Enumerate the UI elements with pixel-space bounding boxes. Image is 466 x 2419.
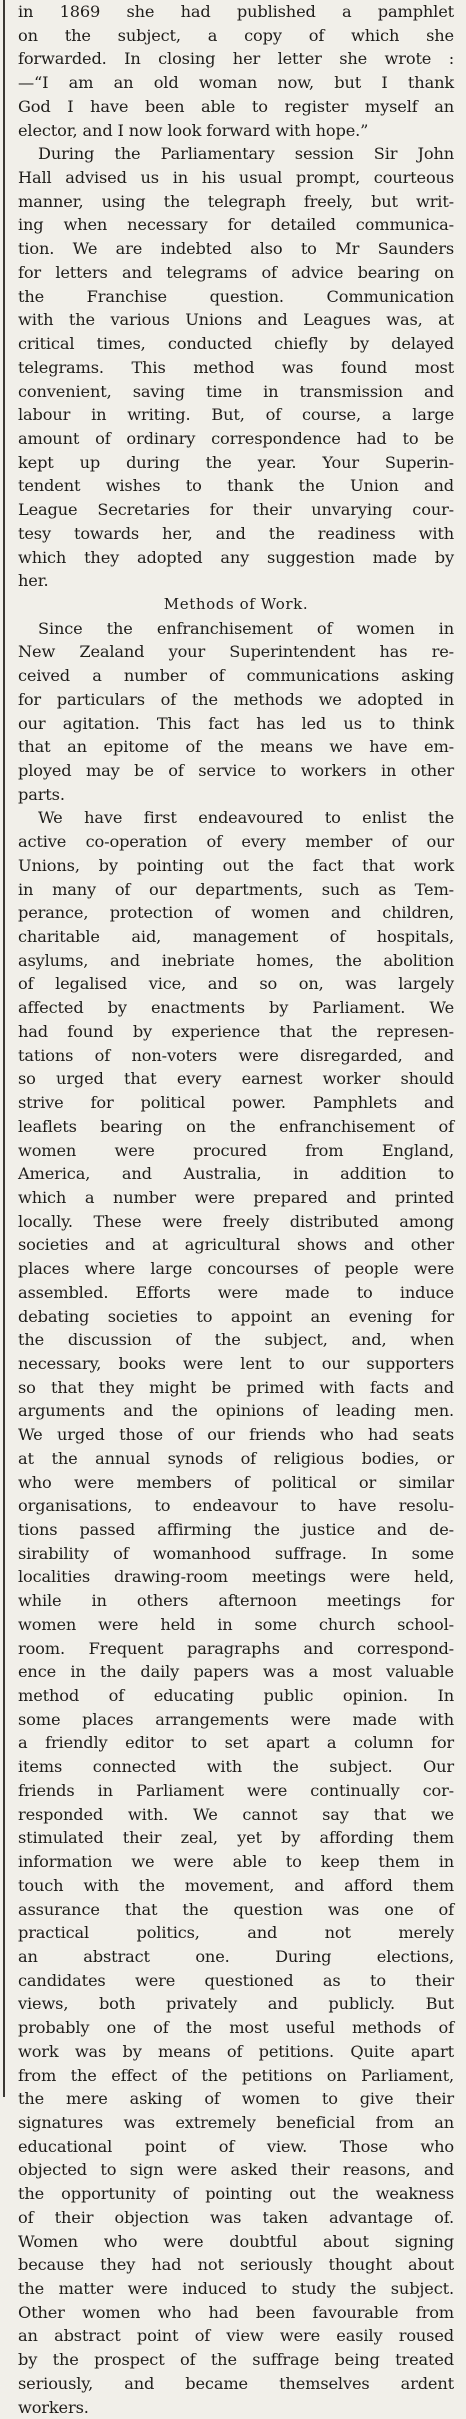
text-line: our agitation. This fact has led us to think — [18, 713, 454, 733]
text-line: God I have been able to register myself an — [18, 96, 454, 116]
text-line: candidates were questioned as to their — [18, 1970, 454, 1990]
article-column — [18, 0, 454, 2419]
text-line: the Franchise question. Communication — [18, 286, 454, 306]
text-line: critical times, conducted chiefly by delayed — [18, 334, 454, 354]
text-line: an abstract point of view were easily roused — [18, 2326, 454, 2346]
text-line: some places arrangements were made with — [18, 1709, 454, 1729]
text-line: for particulars of the methods we adopted in — [18, 689, 454, 709]
text-line: because they had not seriously thought about — [18, 2255, 454, 2275]
column-rule — [3, 0, 5, 2097]
text-line: We urged those of our friends who had seats — [18, 1425, 454, 1445]
text-line: information we were able to keep them in — [18, 1852, 454, 1872]
text-line: friends in Parliament were continually cor- — [18, 1780, 454, 1800]
text-line: of legalised vice, and so on, was largely — [18, 974, 454, 994]
text-line: parts. — [18, 784, 65, 804]
text-line: places where large concourses of people were — [18, 1259, 454, 1279]
text-line: room. Frequent paragraphs and correspond- — [18, 1638, 454, 1658]
text-line: ployed may be of service to workers in other — [18, 761, 454, 780]
text-line: women were held in some church school- — [18, 1614, 454, 1634]
paragraph-methods — [18, 806, 454, 2419]
text-line: labour in writing. But, of course, a large — [18, 405, 454, 425]
text-line: telegrams. This method was found most — [18, 357, 454, 377]
text-line: Women who were doubtful about signing — [18, 2231, 454, 2251]
text-line: necessary, books were lent to our supporters — [18, 1353, 454, 1373]
text-line: tion. We are indebted also to Mr Saunders — [18, 239, 454, 259]
text-line: assurance that the question was one of — [18, 1899, 454, 1919]
text-line: that an epitome of the means we have em- — [18, 737, 454, 757]
text-line: while in others afternoon meetings for — [18, 1591, 454, 1611]
text-line: her. — [18, 571, 49, 591]
text-line: strive for political power. Pamphlets and — [18, 1093, 454, 1113]
text-line: views, both privately and publicly. But — [18, 1994, 454, 2014]
section-heading: Methods of Work. — [163, 594, 309, 613]
text-line: forwarded. In closing her letter she wrote : — [18, 49, 454, 69]
text-line: amount of ordinary correspondence had to be — [18, 428, 454, 448]
text-line: Unions, by pointing out the fact that work — [18, 855, 454, 875]
text-line: ence in the daily papers was a most valuable — [18, 1662, 454, 1682]
text-line: practical politics, and not merely — [18, 1923, 454, 1943]
text-line: ing when necessary for detailed communica- — [18, 215, 454, 235]
text-line: a friendly editor to set apart a column for — [18, 1733, 454, 1753]
text-line: kept up during the year. Your Superin- — [18, 452, 454, 472]
text-line: assembled. Efforts were made to induce — [18, 1282, 454, 1302]
text-line: women were procured from England, — [18, 1140, 454, 1160]
text-line: which a number were prepared and printed — [18, 1187, 454, 1207]
text-line: touch with the movement, and afford them — [18, 1875, 454, 1895]
text-line: who were members of political or similar — [18, 1472, 454, 1492]
text-line: convenient, saving time in transmission and — [18, 381, 454, 401]
text-line: ceived a number of communications asking — [18, 666, 454, 686]
text-line: —“I am an old woman now, but I thank — [18, 73, 454, 93]
text-line: in many of our departments, such as Tem- — [18, 879, 454, 899]
text-line: perance, protection of women and children, — [18, 903, 454, 923]
text-line: leaflets bearing on the enfranchisement of — [18, 1116, 454, 1136]
text-line: stimulated their zeal, yet by affording them — [18, 1828, 454, 1848]
text-line: affected by enactments by Parliament. We — [18, 998, 454, 1018]
text-line: the opportunity of pointing out the weakness — [18, 2184, 454, 2204]
text-line: signatures was extremely beneficial from an — [18, 2112, 454, 2132]
text-line: charitable aid, management of hospitals, — [18, 927, 454, 947]
text-line: League Secretaries for their unvarying cour- — [18, 500, 454, 520]
text-line: localities drawing-room meetings were held, — [18, 1567, 454, 1587]
text-line: elector, and I now look forward with hope.” — [18, 120, 369, 140]
text-line: tations of non-voters were disregarded, and — [18, 1045, 454, 1065]
text-line: items connected with the subject. Our — [18, 1757, 454, 1777]
text-line: We have first endeavoured to enlist the — [38, 808, 454, 828]
text-line: responded with. We cannot say that we — [18, 1804, 454, 1824]
text-line: New Zealand your Superintendent has re- — [18, 642, 454, 662]
text-line: tendent wishes to thank the Union and — [18, 476, 454, 496]
text-line: objected to sign were asked their reasons, and — [18, 2160, 454, 2180]
text-line: active co-operation of every member of our — [18, 832, 454, 852]
text-line: probably one of the most useful methods of — [18, 2018, 454, 2038]
text-line: method of educating public opinion. In — [18, 1686, 454, 1706]
text-line: Other women who had been favourable from — [18, 2302, 454, 2322]
text-line: debating societies to appoint an evening for — [18, 1306, 454, 1326]
text-line: on the subject, a copy of which she — [18, 25, 454, 45]
text-line: sirability of womanhood suffrage. In some — [18, 1543, 454, 1563]
text-line: Since the enfranchisement of women in — [38, 618, 454, 638]
text-line: locally. These were freely distributed among — [18, 1211, 454, 1231]
text-line: in 1869 she had published a pamphlet — [18, 2, 454, 21]
text-line: so urged that every earnest worker should — [18, 1069, 454, 1089]
text-line: educational point of view. Those who — [18, 2136, 454, 2156]
text-line: of their objection was taken advantage of. — [18, 2207, 454, 2227]
text-line: During the Parliamentary session Sir John — [38, 144, 454, 164]
paragraph-opening — [18, 0, 454, 142]
text-line: which they adopted any suggestion made by — [18, 547, 454, 567]
text-line: with the various Unions and Leagues was, at — [18, 310, 454, 330]
text-line: the mere asking of women to give their — [18, 2089, 454, 2109]
paragraph-parliament — [18, 142, 454, 593]
text-line: workers. — [18, 2397, 89, 2417]
text-line: societies and at agricultural shows and other — [18, 1235, 454, 1255]
text-line: for letters and telegrams of advice bearing on — [18, 262, 454, 282]
text-line: Hall advised us in his usual prompt, courteous — [18, 168, 454, 188]
text-line: seriously, and became themselves ardent — [18, 2373, 454, 2393]
text-line: at the annual synods of religious bodies, or — [18, 1448, 454, 1468]
text-line: manner, using the telegraph freely, but writ- — [18, 191, 454, 211]
text-line: by the prospect of the suffrage being treated — [18, 2350, 454, 2370]
text-line: America, and Australia, in addition to — [18, 1164, 454, 1184]
text-line: an abstract one. During elections, — [18, 1946, 454, 1966]
text-line: the matter were induced to study the subject. — [18, 2279, 454, 2298]
text-line: asylums, and inebriate homes, the abolition — [18, 950, 454, 970]
text-line: the discussion of the subject, and, when — [18, 1330, 454, 1350]
text-line: organisations, to endeavour to have resolu- — [18, 1496, 454, 1516]
text-line: had found by experience that the represen- — [18, 1021, 454, 1041]
paragraph-since — [18, 617, 454, 807]
text-line: from the effect of the petitions on Parliament, — [18, 2065, 454, 2085]
text-line: so that they might be primed with facts and — [18, 1377, 454, 1397]
text-line: tesy towards her, and the readiness with — [18, 523, 454, 543]
text-line: arguments and the opinions of leading men. — [18, 1401, 454, 1421]
text-line: tions passed affirming the justice and de- — [18, 1520, 454, 1539]
text-line: work was by means of petitions. Quite apart — [18, 2041, 454, 2061]
